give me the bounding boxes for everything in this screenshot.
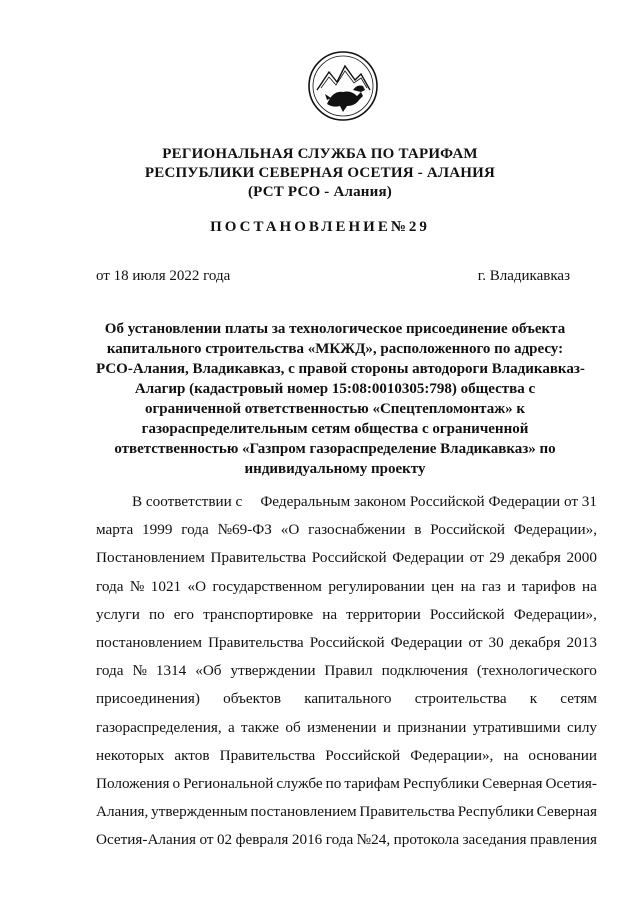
body-word: утратившими [472,718,561,736]
document-subject [96,319,585,479]
body-word: актов [174,746,210,764]
body-line [96,685,597,713]
body-word: в [414,521,422,539]
body-word: службе [276,775,323,793]
body-word: Правительства [219,746,316,764]
body-word: Федерации [392,549,465,567]
body-word: газораспределения, [96,718,222,736]
body-word: утверждении [230,662,316,680]
subject-line: газораспределительным сетям общества с ограниченной [141,421,529,437]
body-line [96,798,597,826]
body-word: Положения [96,775,170,793]
body-word: 1021 [150,577,182,595]
body-word: Российской [429,605,505,623]
body-word: подключения [381,662,468,680]
body-word: 2000 [566,549,597,567]
body-word: 29 [489,549,505,567]
body-word: декабря [510,549,561,567]
body-word: года [325,831,354,849]
body-word: Федеральным законом Российской Федерации от 31 [260,493,597,510]
coat-of-arms-emblem [307,50,379,122]
body-word: Российской [430,521,506,539]
body-word: 30 [488,634,504,652]
body-word: цен [431,577,455,595]
body-word: от [469,549,484,567]
body-word: тарифов [521,577,576,595]
body-word: №24, [356,831,391,849]
subject-line: индивидуальному проекту [244,461,426,477]
body-word: Осетия-Алания [96,831,196,849]
body-word: к [529,690,538,708]
body-word: транспортировке [203,605,314,623]
body-word: декабря [509,634,561,652]
body-word: Республики [402,775,480,793]
body-word: сетям [560,690,597,708]
body-word: «О [280,521,300,539]
body-word: «О [187,577,207,595]
body-word: утвержденным [151,803,248,821]
body-word: и [382,718,391,736]
body-line [96,826,597,854]
body-word: Федерации», [513,605,597,623]
subject-line: Алагир (кадастровый номер 15:08:0010305:798) общества с [134,381,536,397]
body-line [96,629,597,657]
body-word: 2013 [566,634,597,652]
body-word: № [129,577,145,595]
body-word: тарифам [344,775,400,793]
body-word: Федерации», [513,521,597,539]
body-word: газ [481,577,501,595]
body-word: Северная [482,775,543,793]
body-word: года [96,662,124,680]
body-word: Российской [325,746,401,764]
body-word: и [507,577,516,595]
body-word: Правительства [210,549,307,567]
body-word: также [241,718,280,736]
body-word: В соответствии с [132,493,243,510]
document-city: г. Владикавказ [477,268,570,284]
body-word: на [460,577,476,595]
body-word: протокола [393,831,460,849]
body-word: № [132,662,147,680]
body-word: Республики [457,803,534,821]
body-word: Российской [309,634,385,652]
body-word: присоединения) [96,690,200,708]
body-word: территории [346,605,421,623]
body-word: Региональной [183,775,274,793]
body-word: по [148,605,165,623]
body-word: газоснабжении [308,521,406,539]
document-title: ПОСТАНОВЛЕНИЕ№29 [210,219,430,235]
body-word: об [285,718,301,736]
body-word: его [173,605,194,623]
body-word: признании [397,718,467,736]
body-word: Алания, [96,803,149,821]
body-line [96,516,597,544]
body-word: 2016 [291,831,323,849]
body-word: Федерации», [410,746,494,764]
body-word: изменении [307,718,377,736]
body-word: года [96,577,124,595]
document-date: от 18 июля 2022 года [96,268,231,284]
body-word: марта [96,521,134,539]
subject-line: Об установлении платы за технологическое присоединение объекта [104,321,566,337]
body-word: 1999 [142,521,173,539]
body-word: от [468,634,483,652]
body-line [96,544,597,572]
body-word: Правительства [208,634,304,652]
body-word: Правительства [359,803,455,821]
subject-line: РСО-Алания, Владикавказ, с правой стороны автодороги Владикавказ- [96,361,585,377]
org-name-line-1: РЕГИОНАЛЬНАЯ СЛУЖБА ПО ТАРИФАМ [162,146,478,162]
body-line [96,488,597,516]
body-word: №69-ФЗ [217,521,272,539]
body-word: регулировании [328,577,425,595]
body-word: Правил [324,662,373,680]
body-word: строительства [414,690,507,708]
body-word: о [172,775,181,793]
body-word: некоторых [96,746,165,764]
org-abbreviation: (РСТ РСО - Алания) [247,184,392,200]
body-word: Федерации [390,634,463,652]
body-word: на [322,605,338,623]
subject-line: капитального строительства «МКЖД», расположенного по адресу: [106,341,564,357]
body-word: заседания [462,831,527,849]
document-body [96,488,597,855]
body-word: правления [529,831,597,849]
body-word: капитального [304,690,392,708]
body-line [96,601,597,629]
body-word: февраля [235,831,289,849]
body-word: услуги [96,605,140,623]
body-word: силу [566,718,597,736]
body-word: на [582,577,597,595]
body-word: на [503,746,519,764]
body-word: Постановлением [96,549,205,567]
body-word: а [227,718,235,736]
body-word: 1314 [155,662,187,680]
body-line [96,657,597,685]
body-line [96,573,597,601]
body-word: от [199,831,214,849]
subject-line: ограниченной ответственностью «Спецтепломонтаж» к [144,401,525,417]
org-name-line-2: РЕСПУБЛИКИ СЕВЕРНАЯ ОСЕТИЯ - АЛАНИЯ [144,165,496,181]
body-word: государственном [212,577,322,595]
body-word: «Об [195,662,222,680]
body-word: объектов [223,690,282,708]
body-line [96,714,597,742]
body-line [96,770,597,798]
body-word: года [181,521,209,539]
body-line [96,742,597,770]
body-word: по [325,775,342,793]
subject-line: ответственностью «Газпром газораспределение Владикавказ» по [114,441,556,457]
body-word: Осетия- [545,775,597,793]
body-word: (технологического [476,662,597,680]
body-word: Северная [536,803,597,821]
body-word: основании [528,746,597,764]
body-word: постановлением [96,634,203,652]
body-word: Российской [311,549,387,567]
body-word: постановлением [250,803,357,821]
body-word: 02 [216,831,233,849]
